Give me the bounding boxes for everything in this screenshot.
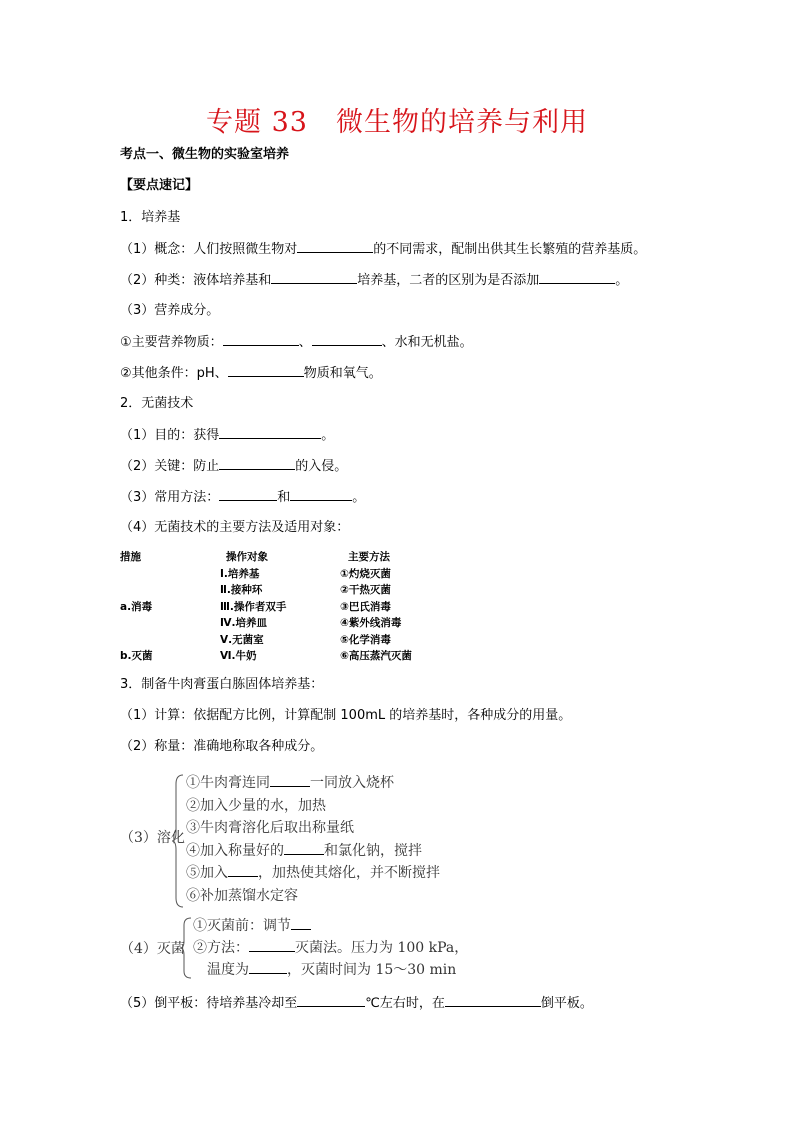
table-cell: Ⅴ.无菌室	[220, 633, 264, 646]
blank-field	[219, 426, 321, 439]
line-table-intro: （4）无菌技术的主要方法及适用对象：	[120, 520, 350, 535]
table-cell: Ⅱ.接种环	[220, 584, 263, 596]
heading-medium: 1．培养基	[120, 210, 181, 225]
blank-field	[223, 333, 299, 346]
table-cell: ⑤化学消毒	[340, 633, 391, 646]
measures-column	[120, 549, 153, 665]
blank-field	[539, 271, 615, 284]
sterilize-label: （4）灭菌	[120, 941, 185, 957]
line-pour-plate: （5）倒平板：待培养基冷却至 ℃左右时，在 倒平板。	[120, 996, 593, 1011]
table-cell: b.灭菌	[120, 650, 153, 662]
methods-column	[340, 549, 412, 665]
line-weigh: （2）称量：准确地称取各种成分。	[120, 739, 324, 754]
line-main-nutrients: ①主要营养物质： 、 、水和无机盐。	[120, 335, 473, 350]
blank-field	[284, 842, 324, 855]
table-cell: Ⅵ.牛奶	[220, 650, 257, 662]
line-purpose: （1）目的：获得 。	[120, 428, 335, 443]
table-header: 主要方法	[348, 551, 390, 563]
heading-aseptic: 2．无菌技术	[120, 396, 194, 411]
line-nutrients: （3）营养成分。	[120, 303, 220, 318]
table-header: 操作对象	[226, 551, 268, 563]
line-methods: （3）常用方法： 和 。	[120, 490, 366, 505]
memo-heading: 【要点速记】	[120, 178, 199, 193]
line-key: （2）关键：防止 的入侵。	[120, 459, 348, 474]
heading-prepare: 3．制备牛肉膏蛋白胨固体培养基：	[120, 677, 324, 692]
blank-field	[228, 364, 304, 377]
blank-field	[249, 961, 287, 974]
left-brace-icon	[172, 774, 184, 908]
melt-steps: ①牛肉膏连同 一同放入烧杯 ②加入少量的水，加热 ③牛肉膏溶化后取出称量纸 ④加入称量好的 和氯化钠，搅拌 ⑤加入 ，加热使其熔化，并不断搅拌 ⑥补加蒸馏水定容	[186, 775, 440, 904]
table-cell: a.消毒	[120, 600, 153, 613]
table-cell: ①灼烧灭菌	[340, 567, 391, 580]
table-cell: Ⅲ.操作者双手	[220, 600, 287, 613]
melt-label: （3）溶化	[120, 830, 185, 846]
table-header: 措施	[120, 551, 141, 563]
left-brace-icon	[180, 917, 192, 979]
section-heading: 考点一、微生物的实验室培养	[120, 147, 290, 162]
line-concept: （1）概念：人们按照微生物对 的不同需求，配制出供其生长繁殖的营养基质。	[120, 242, 647, 257]
table-cell: Ⅰ.培养基	[220, 567, 260, 580]
blank-field	[219, 457, 295, 470]
blank-field	[271, 271, 357, 284]
line-types: （2）种类：液体培养基和 培养基，二者的区别为是否添加 。	[120, 273, 629, 288]
blank-field	[290, 488, 352, 501]
line-other-conditions: ②其他条件：pH、 物质和氧气。	[120, 366, 382, 381]
blank-field	[228, 864, 258, 877]
blank-field	[297, 240, 373, 253]
sterilize-steps: ①灭菌前：调节 ②方法： 灭菌法。压力为 100 kPa， 温度为 ，灭菌时间为 15～30 min	[193, 918, 469, 978]
objects-column	[220, 549, 286, 665]
blank-field	[297, 994, 365, 1007]
page-title: 专题 33 微生物的培养与利用	[206, 107, 588, 138]
table-cell: ④紫外线消毒	[340, 617, 402, 629]
table-cell: Ⅳ.培养皿	[220, 617, 268, 629]
blank-field	[312, 333, 382, 346]
line-calc: （1）计算：依据配方比例，计算配制 100mL 的培养基时，各种成分的用量。	[120, 708, 572, 723]
blank-field	[291, 917, 311, 930]
blank-field	[445, 994, 541, 1007]
blank-field	[249, 939, 295, 952]
table-cell: ⑥高压蒸汽灭菌	[340, 650, 412, 662]
blank-field	[270, 774, 310, 787]
blank-field	[219, 488, 277, 501]
table-cell: ②干热灭菌	[340, 584, 391, 596]
table-cell: ③巴氏消毒	[340, 600, 391, 613]
